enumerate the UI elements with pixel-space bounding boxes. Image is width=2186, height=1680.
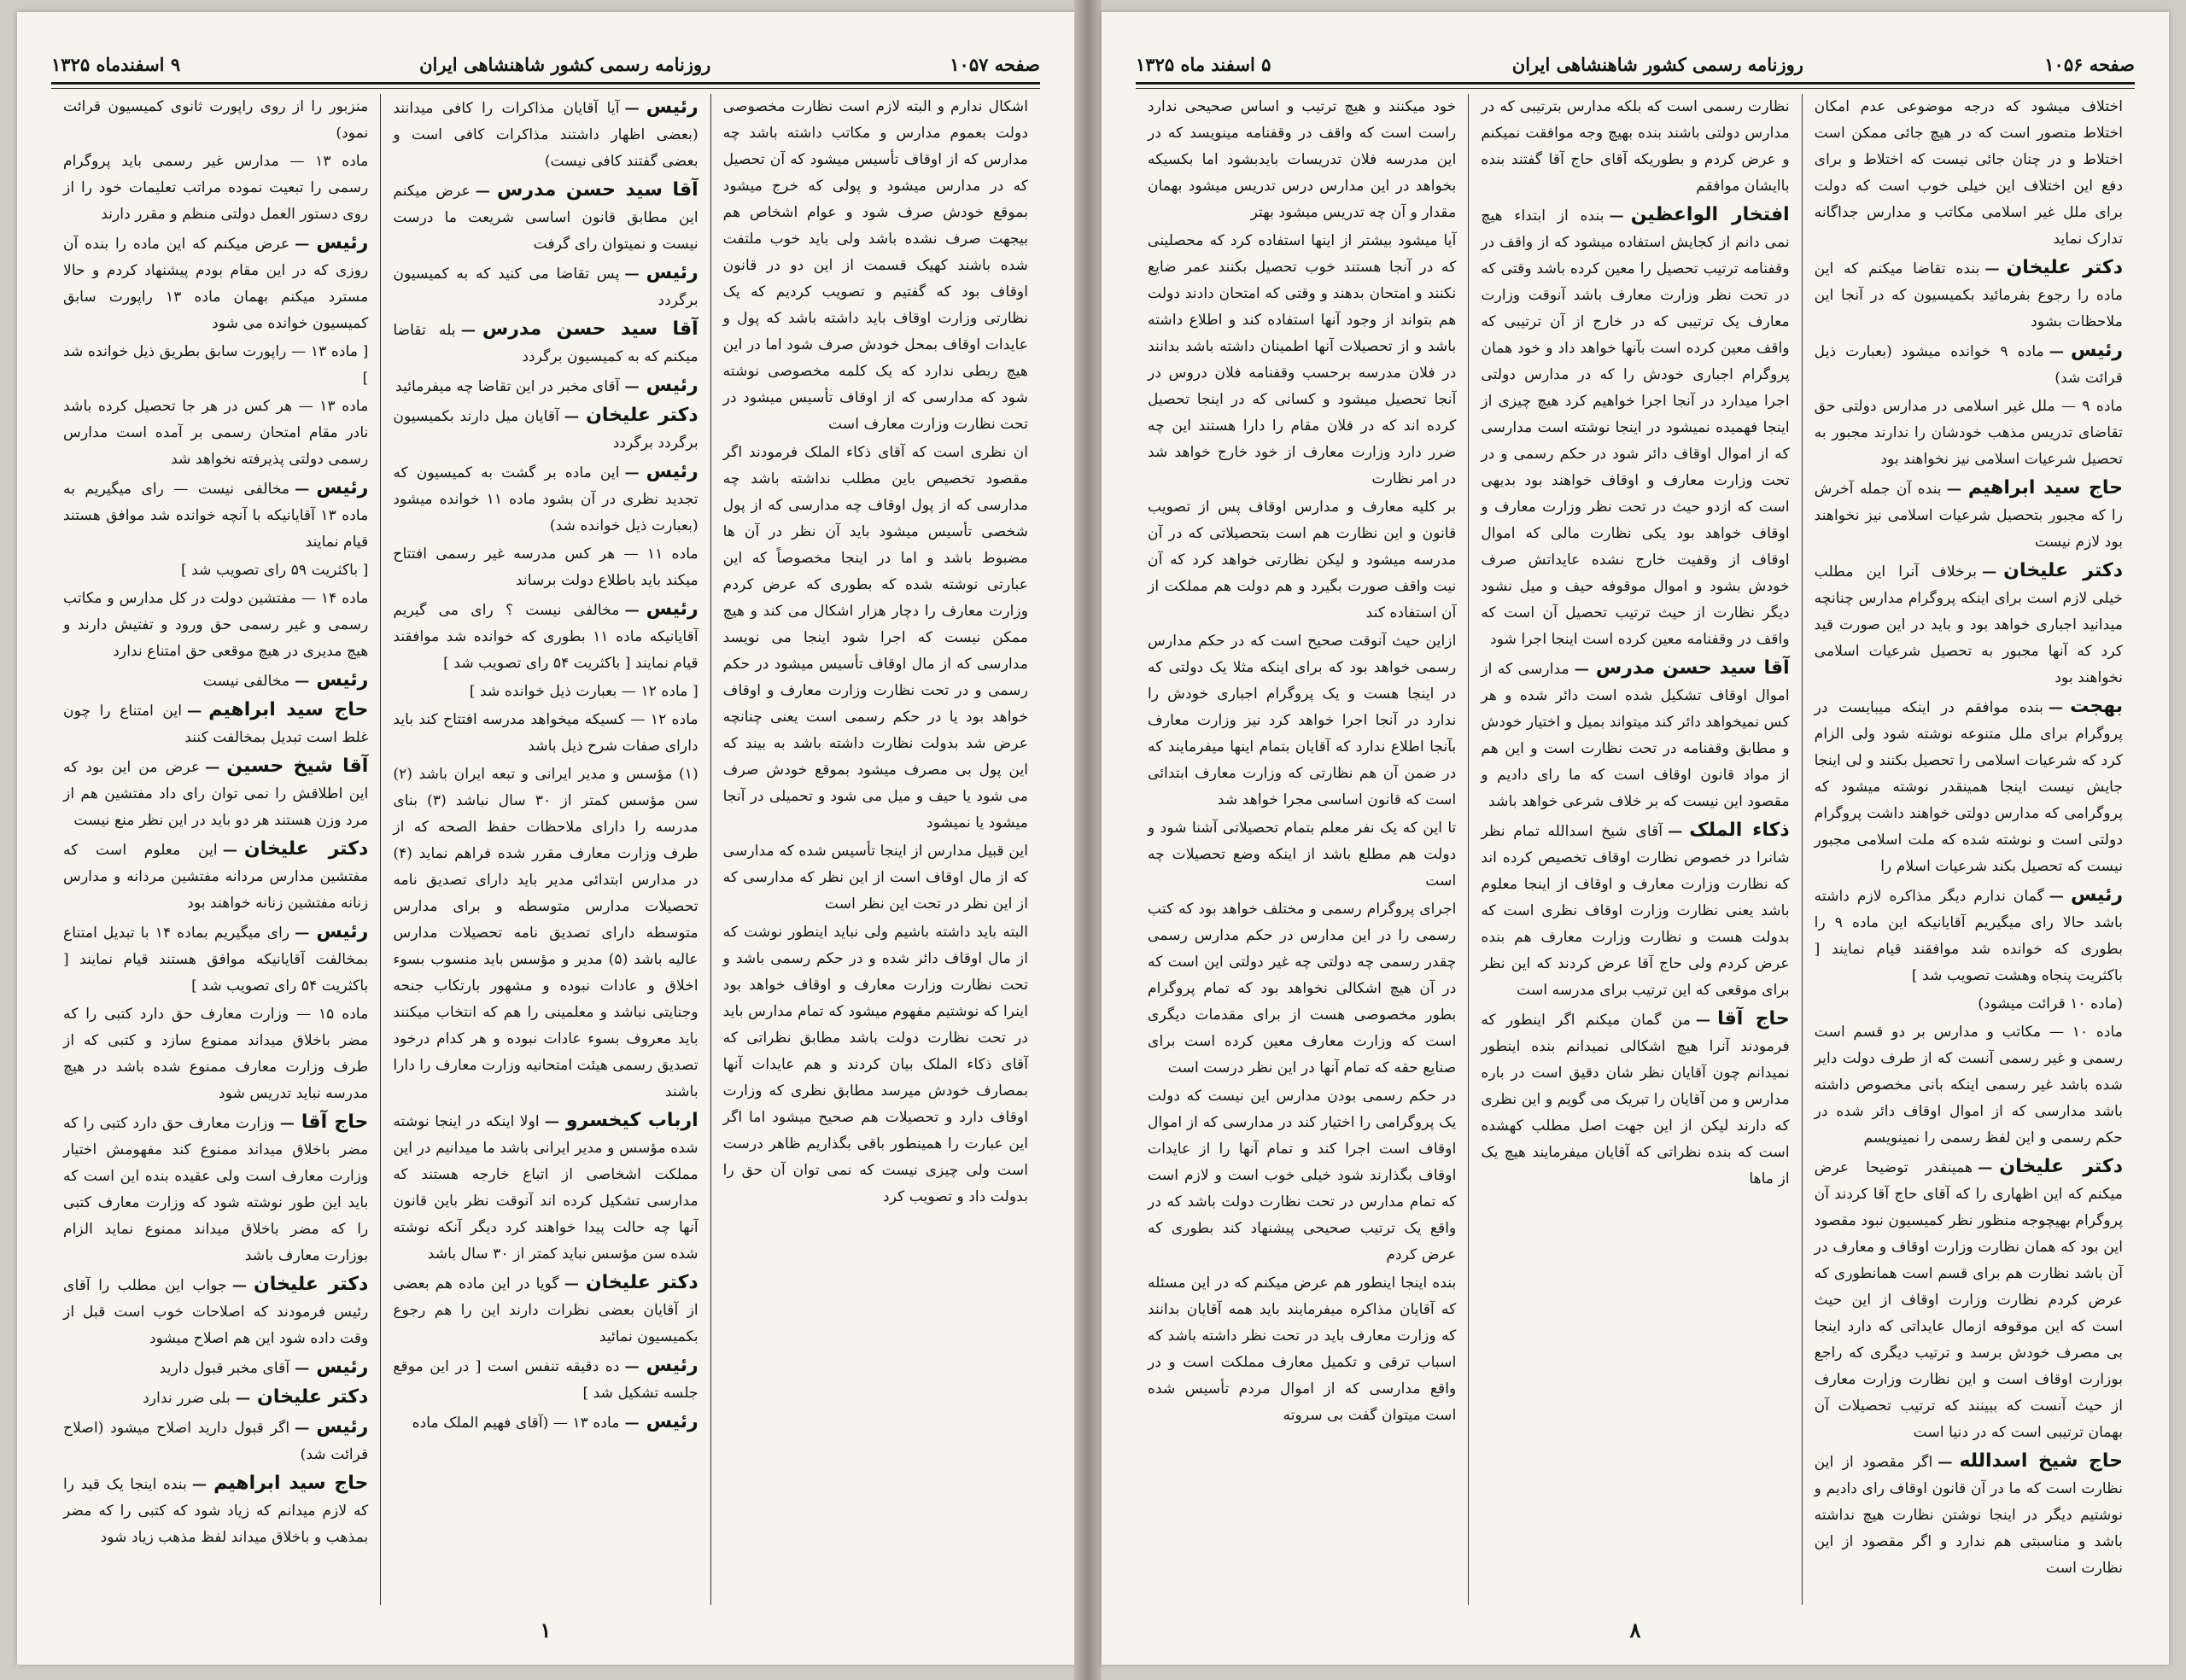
speaker-dash: — (1984, 260, 2000, 277)
paragraph-text: همینقدر توضیحا عرض میکنم که این اظهاری را که آقای حاج آقا کردند آن پروگرام بهیچوجه منظور نظر کمیسیون نبود مقصود این بود که همان نظارت وزارت اوقاف و معارف در آن باشد نظارت هم برای قسم است همانطوری که عرض کردم نظارت وزارت اوقاف از این حیث است که این موقوفه ازمال عایداتی که دارد اینجا بی مصرف خودش برسد و ترتیب دیگری که راجع بوزارت اوقاف است و این نظارت وزارت معارف از حیث آنست که ببینند که ترتیب تحصیلات آن بهمان ترتیبی است که در دنیا است (1814, 1159, 2123, 1441)
paragraph-text: [ باکثریت ۵۹ رای تصویب شد ] (180, 562, 369, 579)
paragraph-text: این ماده بر گشت به کمیسیون که تجدید نظری در آن بشود ماده ۱۱ خوانده میشود (بعبارت ذیل خوانده شد) (393, 464, 698, 534)
paragraph-text: البته باید داشته باشیم ولی نباید اینطور نوشت که از مال اوقاف دائر شده و در حکم رسمی باشد و تحت نظارت وزارت معارف و اوقاف خواهد بود اینرا که نوشتیم مفهوم میشود که تمام مدارس باید در تحت نظارت دولت باشد مطابق نظراتی که آقای ذکاء الملک بیان کردند و هم عایدات آنها بمصارف خودش میرسد مطابق نظری که وزارت اوقاف دارد و تحصیلات هم صحیح میشود اما اگر این عبارت را همینطور باقی بگذاریم ظاهر درست است ولی چیزی نیست که نمی توان آن حق را بدولت داد و تصویب کرد (722, 924, 1028, 1205)
paragraph-text: مخالفی نیست ؟ رای می گیریم آقایانیکه ماده ۱۱ بطوری که خوانده شد موافقند قیام نمایند [ باکثریت ۵۴ رای تصویب شد ] (393, 602, 698, 672)
paragraph (723, 838, 1028, 918)
speaker-name: رئیس (646, 96, 698, 118)
paragraph-text: ماده ۱۳ — هر کس در هر جا تحصیل کرده باشد نادر مقام امتحان رسمی بر آمده است مدارس رسمی دولتی پذیرفته نخواهد شد (63, 398, 369, 468)
speaker-name: حاج شیخ اسدالله (1959, 1450, 2123, 1472)
paragraph-text: خود میکنند و هیچ ترتیب و اساس صحیحی ندارد راست است که واقف در وقفنامه مینویسد که در این مدرسه فلان تدریسات بایدبشود اما بکسیکه بخواهد در این مدارس درس تدریس میشود بهمان مقدار و آن چه تدریس میشود بهتر (1148, 98, 1457, 221)
speaker-name: ارباب کیخسرو (565, 1110, 698, 1131)
speaker-name: حاج سید ابراهیم (208, 699, 369, 720)
speaker-name: حاج سید ابراهیم (213, 1473, 369, 1494)
paragraph (1481, 201, 1789, 653)
paragraph-text: ان نظری است که آقای ذکاء الملک فرمودند اگر مقصود تخصیص باین مطلب نداشته باشد چه مدارسی که از پول اوقاف چه مدارسی که از پول شخصی تأسیس میشود باید آن نظر در آن ها مضبوط باشد و اما در اینجا مخصوصاً که این عبارتی نوشته شده که بطوری که عرض کردم وزارت معارف را دچار هزار اشکال می کند و هیچ ممکن نیست که اجرا شود اینجا می نویسد مدارسی که از مال اوقاف تأسیس میشود در حکم رسمی و در تحت نظارت وزارت معارف و اوقاف خواهد بود یا در حکم رسمی است یعنی چنانچه عرض شد بدولت نظارت داشته باشد به بیند که این پول بی مصرف میشود بموقع خودش صرف می شود یا حیف و میل می شود و تحمیلی در آنجا میشود یا نمیشود (722, 444, 1028, 831)
left-page-title: روزنامه رسمی کشور شاهنشاهی ایران (419, 53, 711, 75)
speaker-name: بهجت (2070, 696, 2123, 717)
speaker-name: دکتر علیخان (1999, 1156, 2124, 1177)
paragraph (1148, 815, 1456, 895)
paragraph-text: عرض میکنم که این ماده را بنده آن روزی که در این مقام بودم پیشنهاد کردم و حالا مسترد میکنم بهمان ماده ۱۳ راپورت سابق کمیسیون خوانده می شود (63, 236, 369, 332)
speaker-name: رئیس (316, 1416, 369, 1438)
paragraph-text: [ ماده ۱۳ — راپورت سابق بطریق ذیل خوانده شد ] (63, 343, 369, 387)
right-column-1 (1803, 94, 2135, 1605)
paragraph (393, 1107, 698, 1268)
paragraph-text: ده دقیقه تنفس است [ در این موقع جلسه تشکیل شد ] (393, 1358, 698, 1402)
paragraph-text: تا این که یک نفر معلم بتمام تحصیلاتی آشنا شود و دولت هم مطلع باشد از اینکه وضع تحصیلات چه است (1148, 820, 1457, 890)
left-columns (51, 94, 1040, 1605)
right-page-title: روزنامه رسمی کشور شاهنشاهی ایران (1511, 53, 1803, 75)
speaker-dash: — (2049, 343, 2064, 360)
paragraph-text: آیا آقایان مذاکرات را کافی میدانند (بعضی اظهار داشتند مذاکرات کافی است و بعضی گفتند کافی نیست) (393, 100, 698, 170)
paragraph (393, 177, 698, 258)
speaker-dash: — (624, 100, 640, 117)
right-page (1102, 12, 2169, 1665)
paragraph-text: عرض من این بود که این اطلاقش را نمی توان رای داد مفتشین هم از مرد وزن هستند هر دو باید در این نظر منع نیست (63, 759, 369, 829)
speaker-dash: — (231, 1277, 247, 1294)
paragraph-text: اجرای پروگرام رسمی و مختلف خواهد بود که کتب رسمی را در این مدارس در حکم مدارس رسمی چقدر رسمی چه دولتی چه غیر دولتی این است که در آن هیچ اشکالی نخواهد بود که تمام پروگرام بطور مخصوصی هست از برای مقدمات دیگری است که وزارت معارف معین کرده است برای صنایع حقه که تمام آنها در این نظر درست است (1148, 901, 1457, 1076)
paragraph-text: وزارت معارف حق دارد کتبی را که مضر باخلاق میداند ممنوع کند مفهومش اختیار وزارت معارف است ولی عقیده بنده این است که باید این طور نوشته شود که وزارت معارف کتبی را که مضر باخلاق میداند ممنوع نماید الزام بوزارت معارف باشد (63, 1115, 369, 1264)
paragraph (63, 475, 368, 556)
paragraph (63, 1271, 368, 1352)
speaker-name: رئیس (2070, 340, 2123, 361)
speaker-name: رئیس (646, 1411, 698, 1432)
speaker-dash: — (295, 481, 310, 498)
speaker-dash: — (295, 925, 310, 942)
paragraph-text: اگر قبول دارید اصلاح میشود (اصلاح قرائت شد) (63, 1420, 369, 1463)
speaker-dash: — (460, 322, 476, 339)
paragraph (63, 697, 368, 751)
paragraph-text: ماده ۹ خوانده میشود (بعبارت ذیل قرائت شد) (1814, 343, 2123, 387)
left-page (17, 12, 1074, 1665)
paragraph-text: این امتناع را چون غلط است تبدیل بمخالفت کنند (63, 703, 369, 746)
speaker-name: رئیس (646, 1355, 698, 1376)
paragraph-text: ازاین حیث آنوقت صحیح است که در حکم مدارس رسمی خواهد بود که برای اینکه مثلا یک دولتی که در اینجا هست و یک پروگرام اجباری خودش را ندارد در آنجا اجرا خواهد کرد نیز وزارت معارف بآنجا اطلاع ندارد که آقایان بتمام اینها میفرمایند که در ضمن آن هم نظارتی که وزارت معارف ابتدائی است که قانون اساسی مجرا خواهد شد (1148, 633, 1457, 808)
paragraph (63, 919, 368, 1000)
speaker-name: دکتر علیخان (243, 838, 369, 860)
paragraph-text: اشکال ندارم و البته لازم است نظارت مخصوصی دولت بعموم مدارس و مکاتب داشته باشد چه مدارس که از اوقاف تأسیس میشود که آن تحصیل که در مدارس میشود و پولی که خرج میشود بموقع خودش صرف شود و عوام اشخاص هم بیجهت صرف نشده باشد ولی باید خوب ملتفت شده باشند کهیک قسمت از این دو در قانون اوقاف بود که گفتیم و تصویب کردیم که یک نظارتی وزارت اوقاف باید داشته باشد که پول و عایدات اوقاف بمحل خودش صرف شود اما در این هیچ ربطی ندارد که یک کلمه مخصوصی نوشته شود که مدارسی که از اوقاف تأسیس میشود در تحت نظارت وزارت معارف است (722, 98, 1028, 433)
paragraph (393, 707, 698, 760)
paragraph (63, 1001, 368, 1107)
speaker-name: رئیس (316, 921, 369, 942)
right-columns (1136, 94, 2135, 1605)
left-page-footer-number: ۱ (540, 1618, 552, 1642)
paragraph (1815, 991, 2123, 1018)
speaker-name: رئیس (316, 477, 369, 499)
paragraph (1815, 94, 2123, 253)
paragraph (393, 458, 698, 540)
speaker-dash: — (2049, 888, 2064, 905)
paragraph (1148, 1083, 1456, 1269)
speaker-dash: — (222, 842, 237, 859)
speaker-dash: — (295, 1420, 310, 1437)
paragraph (63, 836, 368, 917)
speaker-name: ذکاء الملک (1689, 820, 1790, 841)
speaker-dash: — (279, 1115, 295, 1132)
right-page-footer-number: ۸ (1629, 1618, 1641, 1642)
speaker-name: حاج آقا (301, 1111, 369, 1133)
paragraph-text: مخالفی نیست — رای میگیریم به ماده ۱۳ آقایانیکه با آنچه خوانده شد موافق هستند قیام نمایند (63, 481, 369, 551)
speaker-dash: — (2048, 699, 2064, 716)
paragraph-text: منزبور را از روی راپورت ثانوی کمیسیون قرائت نمود) (63, 98, 369, 142)
paragraph-text: بنده تقاضا میکنم که این ماده را رجوع بفرمائید بکمیسیون که در آنجا این ملاحظات بشود (1814, 260, 2123, 330)
paragraph (393, 316, 698, 370)
paragraph (1148, 228, 1456, 493)
speaker-name: رئیس (316, 1356, 369, 1378)
paragraph (63, 667, 368, 695)
paragraph (1815, 1448, 2123, 1582)
speaker-dash: — (295, 236, 310, 253)
paragraph (1815, 882, 2123, 989)
paragraph (723, 919, 1028, 1210)
speaker-name: آقا سید حسن مدرس (482, 318, 698, 340)
speaker-dash: — (295, 673, 310, 690)
paragraph-text: ماده ۱۴ — مفتشین دولت در کل مدارس و مکاتب رسمی و غیر رسمی حق ورود و تفتیش دارند و هیچ مدیری در هیچ موقعی حق امتناع ندارد (63, 590, 369, 660)
paragraph (393, 372, 698, 400)
paragraph-text: در حکم رسمی بودن مدارس این نیست که دولت یک پروگرامی را اختیار کند در مدارسی که از اموال اوقاف است اجرا کند و تمام آنها را از عایدات اوقاف بگذارند شود خیلی خوب است و لازم است که تمام مدارس در تحت نظارت دولت باشد که در واقع یک ترتیب صحیحی پیشنهاد کند بطوری که عرض کردم (1148, 1088, 1457, 1263)
right-page-number: صفحه ۱۰۵۶ (2044, 53, 2135, 75)
paragraph-text: آقایان میل دارند بکمیسیون برگردد برگردد (393, 408, 698, 452)
paragraph-text: بنده آن جمله آخرش را که مجبور بتحصیل شرعیات اسلامی نیز نخواهند بود لازم نیست (1814, 481, 2123, 551)
paragraph-text: آقای مخبر در این تقاضا چه میفرمائید (395, 378, 620, 395)
paragraph-text: گویا در این ماده هم بعضی از آقایان بعضی نظرات دارند این را هم رجوع بکمیسیون نمائید (393, 1275, 698, 1345)
left-column-1 (711, 94, 1040, 1605)
paragraph (1148, 94, 1456, 226)
paragraph-text: ماده ۱۱ — هر کس مدرسه غیر رسمی افتتاح میکند باید باطلاع دولت برساند (393, 545, 698, 589)
paragraph-text: ماده ۱۳ — (آقای فهیم الملک ماده (412, 1415, 620, 1432)
paragraph-text: ماده ۹ — ملل غیر اسلامی در مدارس دولتی حق تقاضای تدریس مذهب خودشان را ندارند مجبور به تحصیل شرعیات اسلامی نیز نخواهند بود (1814, 398, 2123, 468)
paragraph (1815, 1153, 2123, 1446)
paragraph (63, 1354, 368, 1382)
speaker-dash: — (624, 265, 640, 283)
paragraph (723, 94, 1028, 438)
speaker-name: دکتر علیخان (254, 1274, 369, 1295)
speaker-name: رئیس (316, 669, 369, 691)
speaker-dash: — (1695, 1012, 1711, 1029)
speaker-name: رئیس (646, 375, 698, 396)
paragraph (1481, 1006, 1789, 1193)
paragraph-text: (۱) مؤسس و مدیر ایرانی و تبعه ایران باشد (۲) سن مؤسس کمتر از ۳۰ سال نباشد (۳) بنای مدرسه را دارای ملاحظات حفظ الصحه که از طرف وزارت معارف مقرر شده فراهم نماید (۴) در مدارس ابتدائی مدیر باید دارای تصدیق نامه تحصیلات مدارس متوسطه و برای مدارس متوسطه دارای تصدیق نامه تحصیلات مدارس عالیه باشد (۵) مدیر و مؤسس باید منسوب بسوء اخلاق و عادات نبوده و مشهور بارتکاب جنحه وجنایتی نباشد و معلمینی را هم که انتخاب میکنند باید معروف بسوء عادات نبوده و هر کدام درخود تصدیق رسمی هیئت امتحانیه وزارت معارف را دارا باشند (393, 766, 698, 1100)
paragraph (1815, 394, 2123, 473)
paragraph (1481, 817, 1789, 1004)
paragraph (1815, 557, 2123, 691)
paragraph (393, 402, 698, 457)
speaker-dash: — (624, 378, 640, 395)
paragraph (63, 230, 368, 337)
right-page-date: ۵ اسفند ماه ۱۳۲۵ (1136, 53, 1271, 75)
paragraph (63, 149, 368, 228)
paragraph-text: ماده ۱۳ — مدارس غیر رسمی باید پروگرام رسمی را تبعیت نموده مراتب تعلیمات خود را از روی دستور العمل دولتی منظم و مقرر دارند (63, 153, 369, 223)
paragraph-text: من گمان میکنم اگر اینطور که فرمودند آنرا هیچ اشکالی نمیدانم بنده اینطور نمیدانم چون آقایان نظر شان دقیق است در باره مدارس و من آقایان را تبریک می گویم و این نظری که دارند لیکن از این جهت اصل مطلب کهشده است که بنده نظراتی که آقایان میفرمایند هیچ یک از ماها (1481, 1012, 1790, 1187)
right-column-3 (1136, 94, 1469, 1605)
right-header-rule (1136, 82, 2135, 89)
speaker-name: دکتر علیخان (2006, 257, 2124, 278)
paragraph (63, 394, 368, 473)
paragraph (393, 1409, 698, 1437)
right-page-header (1136, 50, 2135, 79)
speaker-dash: — (1978, 1159, 1993, 1176)
paragraph-text: عرض میکنم این مطابق قانون اساسی شریعت ما درست نیست و نمیتوان رای گرفت (393, 183, 698, 253)
paragraph-text: پس تقاضا می کنید که به کمیسیون برگردد (393, 265, 698, 309)
paragraph-text: آیا میشود بیشتر از اینها استفاده کرد که محصلینی که در آنجا هستند خوب تحصیل بکنند عمر ضایع نکنند و امتحان بدهند و وقتی که امتحان دادند دولت هم بتواند از وجود آنها استفاده کند و اطلاع داشته باشد و از تحصیلات آنها اطمینان داشته باشد بدانند در فلان مدرسه برحسب وقفنامه فلان دروس در آنجا تحصیل میشود و کسانی که در اینجا تحصیل کرده اند که در فلان مقام را دارا هستند این چه ضرر دارد وزارت معارف از خود خارج خواهد شد در امر نظارت (1148, 232, 1457, 487)
speaker-dash: — (624, 1358, 640, 1375)
speaker-dash: — (475, 183, 490, 200)
paragraph (1148, 494, 1456, 627)
paragraph (393, 541, 698, 594)
speaker-dash: — (1946, 481, 1961, 498)
paragraph (63, 339, 368, 392)
book-gutter (1074, 0, 1102, 1680)
paragraph-text: بنده از ابتداء هیچ نمی دانم از کجایش استفاده میشود که از واقف در وقفنامه ترتیب تحصیل را معین کرده باشد وقتی که در تحت نظر وزارت معارف باشد آنوقت وزارت معارف یک ترتیبی که در خارج از آن ترتیبی که واقف معین کرده است بآنها خواهد داد و خود همان پروگرام اجباری خودش را که در مدارس دولتی اجرا میدارد در آنجا اجرا خواهیم کرد هیچ چیزی از اینجا فهمیده نمیشود در اینجا نوشته است مدارسی که از اموال اوقاف دائر شود در حکم رسمی و در تحت وزارت معارف و اوقاف خواهند بود بدیهی است که ازدو حیث در تحت نظر وزارت معارف و اوقاف خواهد بود یکی نظارت مالی که اموال اوقاف از وقفیت خارج نشده عایداتش صرف خودش بشود و اموال موقوفه حیف و میل نشود دیگر نظارت از حیث ترتیب تحصیل آن است که واقف در وقفنامه معین کرده است اینجا اجرا شود (1481, 207, 1790, 648)
paragraph (63, 1414, 368, 1468)
speaker-dash: — (564, 1275, 579, 1292)
paragraph-text: ماده ۱۵ — وزارت معارف حق دارد کتبی را که مضر باخلاق میداند ممنوع سازد و کتبی که از طرف وزارت معارف ممنوع شده باشد در هیچ مدرسه نباید تدریس شود (63, 1006, 369, 1102)
paragraph (1815, 254, 2123, 335)
speaker-name: حاج آقا (1717, 1008, 1790, 1030)
speaker-name: دکتر علیخان (257, 1386, 369, 1408)
paragraph-text: آقای مخبر قبول دارید (159, 1360, 290, 1377)
paragraph (393, 679, 698, 705)
speaker-name: آقا سید حسن مدرس (496, 179, 698, 201)
paragraph-text: بلی ضرر ندارد (143, 1390, 231, 1407)
paragraph-text: نظارت رسمی است که بلکه مدارس بترتیبی که در مدارس دولتی باشند بنده بهیچ وجه موافقت نمیکنم و عرض کردم و بطوریکه آقای حاج آقا گفتند بنده باایشان موافقم (1481, 98, 1790, 195)
paragraph-text: رای میگیریم بماده ۱۴ با تبدیل امتناع بمخالفت آقایانیکه موافق هستند قیام نمایند [ باکثریت ۵۴ رای تصویب شد ] (63, 925, 369, 995)
paragraph (63, 94, 368, 147)
paragraph (393, 761, 698, 1105)
paragraph-text: مخالفی نیست (202, 673, 290, 690)
paragraph (1481, 94, 1789, 200)
speaker-dash: — (235, 1390, 251, 1407)
paragraph (393, 1269, 698, 1350)
paragraph-text: جواب این مطلب را آقای رئیس فرمودند که اصلاحات خوب است قبل از وقت داده شود این هم اصلاح میشود (63, 1277, 369, 1347)
left-page-header (51, 50, 1040, 79)
speaker-dash: — (205, 759, 220, 776)
left-page-date: ۹ اسفندماه ۱۳۲۵ (51, 53, 181, 75)
paragraph-text: ماده ۱۲ — کسیکه میخواهد مدرسه افتتاح کند باید دارای صفات شرح ذیل باشد (393, 711, 698, 755)
speaker-dash: — (624, 1415, 640, 1432)
paragraph-text: (ماده ۱۰ قرائت میشود) (1978, 995, 2123, 1012)
paragraph (63, 1384, 368, 1412)
paragraph-text: بله تقاضا میکنم که به کمیسیون برگردد (393, 322, 698, 365)
speaker-name: حاج سید ابراهیم (1967, 477, 2123, 499)
speaker-name: دکتر علیخان (2003, 560, 2124, 581)
paragraph (1148, 896, 1456, 1082)
paragraph-text: اولا اینکه در اینجا نوشته شده مؤسس و مدیر ایرانی باشد ما میدانیم در این مملکت اشخاصی از اتباع خارجه هستند که مدارسی تشکیل کرده اند آنوقت نظر باین قانون آنها چه حالت پیدا خواهند کرد دیگر آنکه نوشته شده سن مؤسس نباید کمتر از ۳۰ سال باشد (393, 1113, 698, 1263)
paragraph-text: بر کلیه معارف و مدارس اوقاف پس از تصویب قانون و این نظارت هم است بتحصیلاتی که در آن مدرسه میشود و لیکن نظارتی خواهد کرد که آن نیت واقف صورت بگیرد و هم دولت هم مملکت از آن استفاده کند (1148, 499, 1457, 621)
speaker-name: دکتر علیخان (586, 405, 698, 426)
paragraph (63, 557, 368, 584)
paragraph-text: برخلاف آنرا این مطلب خیلی لازم است برای اینکه پروگرام مدارس چنانچه میدانید اجباری خواهد بود و باید در این صورت قید کرد که آنها مجبور به تحصیل شرعیات اسلامی نخواهند بود (1814, 563, 2123, 686)
speaker-name: آقا سید حسن مدرس (1595, 657, 1790, 679)
paragraph-text: این قبیل مدارس از اینجا تأسیس شده که مدارسی که از مال اوقاف است از این نظر که مدارسی که از این نظر در تحت این نظر است (722, 843, 1028, 913)
paragraph (393, 94, 698, 175)
paragraph-text: بنده موافقم در اینکه میبایست در پروگرام برای ملل متنوعه نوشته شود ولی الزام کرد که شرعیات اسلامی را تحصیل بکنند و لی اینجا جایش نیست اینجا همینقدر نوشته میشود که پروگرامی که مدارس دولتی خواهند داشت پروگرام دولتی است و نوشته شده که ملت اسلامی مجبور نیست که تحصیل بکند شرعیات اسلام را (1814, 699, 2123, 875)
paragraph (1148, 628, 1456, 814)
speaker-dash: — (295, 1360, 310, 1377)
paragraph-text: اگر مقصود از این نظارت است که ما در آن قانون اوقاف رای دادیم و نوشتیم دیگر در اینجا نوشتن نظارت هیچ نداشته باشد و مناسبتی هم ندارد و اگر مقصود از این نظارت است (1814, 1454, 2123, 1577)
paragraph (1148, 1270, 1456, 1429)
right-column-2 (1469, 94, 1802, 1605)
paragraph (393, 260, 698, 314)
paragraph (1481, 655, 1789, 815)
speaker-name: رئیس (316, 232, 369, 254)
left-column-3 (51, 94, 381, 1605)
paragraph (63, 753, 368, 834)
paragraph-text: گمان ندارم دیگر مذاکره لازم داشته باشد حالا رای میگیریم آقایانیکه این ماده ۹ را بطوری که خوانده شد موافقند قیام نمایند [ باکثریت پنجاه وهشت تصویب شد ] (1814, 888, 2124, 984)
speaker-dash: — (564, 408, 580, 425)
paragraph-text: [ ماده ۱۲ — بعبارت ذیل خوانده شد ] (469, 683, 698, 700)
paragraph-text: آقای شیخ اسدالله تمام نظر شانرا در خصوص نظارت اوقاف تخصیص کرده اند که نظارت وزارت معارف و اوقاف از اینجا معلوم باشد یعنی نظارت وزارت اوقاف نظری است که بدولت هست و نظارت وزارت معارف هم بنده عرض کردم ولی حاج آقا عرض کردند که این نظر برای موقعی که این ترتیب برای مدرسه است (1481, 823, 1790, 999)
paragraph-text: مدارسی که از اموال اوقاف تشکیل شده است دائر شده و هر کس نمیخواهد دائر کند میتواند بمیل و اختیار خودش و مطابق وقفنامه در تحت نظارت است و این هم از مواد قانون اوقاف است که ما رای دادیم و مقصود این نیست که بر خلاف شرعی خواهد باشد (1481, 661, 1790, 810)
paragraph (1815, 475, 2123, 556)
speaker-name: افتخار الواعظین (1630, 204, 1790, 225)
speaker-dash: — (1938, 1454, 1953, 1471)
paragraph-text: اختلاف میشود که درجه موضوعی عدم امکان اختلاط متصور است که در هیچ جائی ممکن است اختلاط و در چنان جائی نیست که اختلاط و برای دفع این اختلاف این خیلی خوب است که دولت برای ملل غیر اسلامی مکاتب و مدارس جداگانه تدارک نماید (1814, 98, 2123, 248)
speaker-dash: — (1981, 563, 1997, 580)
speaker-dash: — (187, 703, 202, 720)
speaker-dash: — (1609, 207, 1624, 225)
paragraph (1815, 693, 2123, 880)
paragraph-text: بنده اینجا اینطور هم عرض میکنم که در این مسئله که آقایان مذاکره میفرمایند باید همه آقایان بدانند که وزارت معارف باید در تحت نظر داشته باشد که اسباب ترقی و تکمیل معارف مملکت است و در واقع مدارسی که از اموال مردم تأسیس شده است میتوان گفت بی سروته (1148, 1275, 1457, 1424)
left-column-2 (381, 94, 710, 1605)
speaker-name: آقا شیخ حسین (226, 755, 369, 777)
paragraph-text: ماده ۱۰ — مکاتب و مدارس بر دو قسم است رسمی و غیر رسمی آنست که از طرف دولت دایر شده باشد غیر رسمی اینکه بانی مخصوص داشته باشد مدارسی که از اموال اوقاف دائر شده در حکم رسمی و این لفظ رسمی را نمینویسم (1814, 1024, 2123, 1146)
paragraph-text: این معلوم است که مفتشین مدارس مردانه مفتشین مردانه و مدارس زنانه مفتشین زنانه خواهند بود (63, 842, 369, 912)
paragraph (1815, 1019, 2123, 1152)
paragraph (1815, 337, 2123, 392)
speaker-dash: — (191, 1476, 207, 1493)
speaker-name: رئیس (646, 461, 698, 482)
speaker-dash: — (1668, 823, 1683, 840)
paragraph (63, 1470, 368, 1551)
speaker-dash: — (1574, 661, 1589, 678)
left-page-number: صفحه ۱۰۵۷ (950, 53, 1040, 75)
speaker-dash: — (544, 1113, 559, 1130)
speaker-name: رئیس (646, 598, 698, 620)
speaker-name: دکتر علیخان (585, 1272, 698, 1293)
paragraph-text: بنده اینجا یک قید را که لازم میدانم که زیاد شود که کتبی را که مضر بمذهب و باخلاق میداند لفظ مذهب زیاد شود (63, 1476, 369, 1546)
paragraph (723, 440, 1028, 837)
paragraph (393, 1352, 698, 1407)
paragraph (63, 586, 368, 665)
speaker-name: رئیس (2070, 884, 2123, 906)
left-header-rule (51, 82, 1040, 89)
speaker-name: رئیس (646, 262, 698, 283)
speaker-dash: — (624, 602, 640, 619)
paragraph (393, 596, 698, 677)
paragraph (63, 1109, 368, 1269)
speaker-dash: — (624, 464, 640, 481)
